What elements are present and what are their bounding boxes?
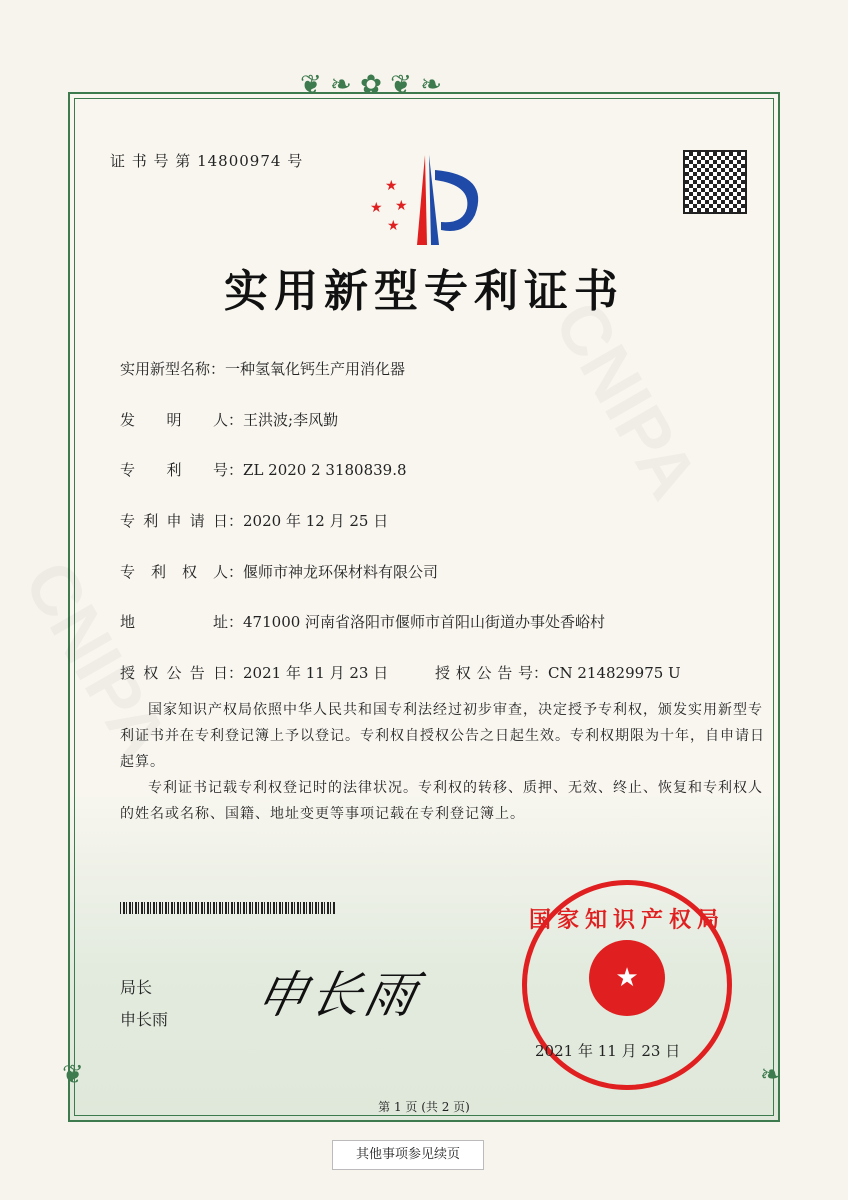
ornament-top: ❦ ❧ ✿ ❦ ❧ bbox=[300, 70, 442, 100]
svg-text:★: ★ bbox=[370, 200, 383, 216]
page-info: 第 1 页 (共 2 页) bbox=[378, 1100, 470, 1114]
svg-text:★: ★ bbox=[387, 218, 400, 234]
director-name: 申长雨 bbox=[120, 1010, 169, 1029]
svg-text:★: ★ bbox=[395, 198, 408, 214]
field-application-date: 专利申请日：2020 年 12 月 25 日 bbox=[120, 512, 389, 530]
seal-date: 2021 年 11 月 23 日 bbox=[535, 1042, 681, 1060]
field-inventor: 发明人：王洪波;李风勤 bbox=[120, 411, 339, 429]
signature: 申长雨 bbox=[250, 966, 426, 1024]
field-name: 实用新型名称：一种氢氧化钙生产用消化器 bbox=[120, 360, 406, 378]
cnipa-logo-icon bbox=[365, 150, 495, 250]
qr-code bbox=[683, 150, 747, 214]
director-title: 局长 bbox=[120, 978, 153, 997]
svg-text:★: ★ bbox=[385, 178, 398, 194]
field-patentee: 专利权人：偃师市神龙环保材料有限公司 bbox=[120, 563, 439, 581]
field-announcement-number: 授权公告号：CN 214829975 U bbox=[435, 664, 681, 682]
certificate-number: 证 书 号 第 14800974 号 bbox=[110, 152, 304, 170]
national-emblem-icon: ★ bbox=[589, 940, 665, 1016]
field-address: 地址：471000 河南省洛阳市偃师市首阳山街道办事处香峪村 bbox=[120, 613, 606, 631]
ornament-corner-right: ❧ bbox=[760, 1060, 782, 1090]
ornament-corner-left: ❦ bbox=[62, 1060, 84, 1090]
statement-paragraph-1: 国家知识产权局依照中华人民共和国专利法经过初步审查，决定授予专利权，颁发实用新型专利证书并在专利登记簿上予以登记。专利权自授权公告之日起生效。专利权期限为十年，自申请日起算。 bbox=[120, 702, 765, 770]
barcode bbox=[120, 902, 335, 914]
field-grant-date: 授权公告日：2021 年 11 月 23 日 bbox=[120, 664, 389, 682]
statement-paragraph-2: 专利证书记载专利权登记时的法律状况。专利权的转移、质押、无效、终止、恢复和专利权人的姓名或名称、国籍、地址变更等事项记载在专利登记簿上。 bbox=[120, 780, 763, 822]
official-seal: 国家知识产权局 ★ bbox=[522, 880, 732, 1090]
continued-note: 其他事项参见续页 bbox=[332, 1140, 484, 1170]
field-patent-number: 专利号：ZL 2020 2 3180839.8 bbox=[120, 461, 407, 479]
page-title: 实用新型专利证书 bbox=[224, 266, 624, 317]
